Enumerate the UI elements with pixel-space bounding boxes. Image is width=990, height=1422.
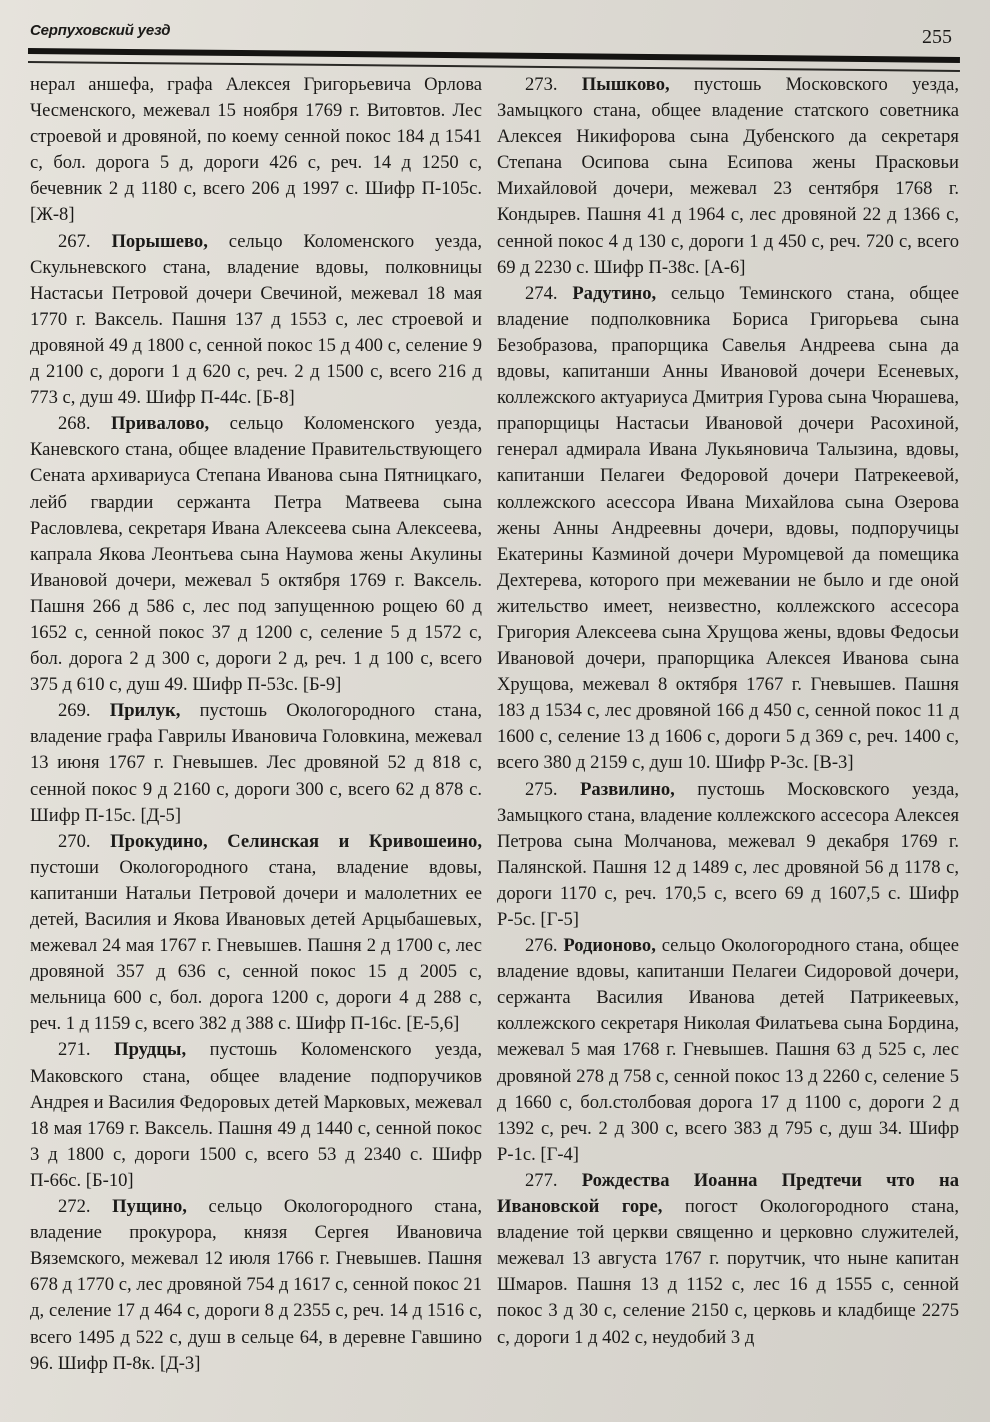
- entry-277: [497, 1168, 959, 1351]
- entry-273: [497, 72, 959, 281]
- entry-text: погост Окологородного стана, владение той церкви священно и церковно служителей, межевал 13 августа 1767 г. порутчик, что ныне капитан Шмаров. Пашня 13 д 1152 с, лес 16 д 1555 с, сенной покос 3 д 30 с, селение 2150 с, церковь и кладбище 2275 с, дороги 1 д 402 с, неудобий 3 д: [497, 1196, 959, 1348]
- entry-274: [497, 281, 959, 777]
- entry-number: 268.: [58, 413, 91, 435]
- entry-272: [30, 1194, 482, 1377]
- entry-text: сельцо Окологородного стана, владение прокурора, князя Сергея Ивановича Вяземского, межевал 12 июля 1766 г. Гневышев. Пашня 678 д 1770 с, лес дровяной 754 д 1617 с, сенной покос 21 д, селение 17 д 464 с, дороги 8 д 2355 с, реч. 14 д 1516 с, всего 1495 д 522 с, душ в сельце 64, в деревне Гавшино 96. Шифр П-8к. [Д-3]: [30, 1196, 482, 1374]
- entry-text: пустошь Московского уезда, Замыцкого стана, общее владение статского советника Алексея Никифорова сына Дубенского да секретаря Степана Осипова сына Есипова жены Прасковьи Михайловой дочери, межевал 23 сентября 1768 г. Кондырев. Пашня 41 д 1964 с, лес дровяной 22 д 1366 с, сенной покос 4 д 130 с, дороги 1 д 450 с, реч. 720 с, всего 69 д 2230 с. Шифр П-38с. [А-6]: [497, 74, 959, 278]
- entry-269: [30, 698, 482, 828]
- entry-number: 275.: [525, 778, 558, 800]
- entry-name: Прудцы,: [114, 1039, 187, 1061]
- entry-number: 274.: [525, 282, 558, 304]
- entry-267: [30, 229, 482, 412]
- entry-number: 270.: [58, 830, 91, 852]
- entry-name: Радутино,: [572, 282, 657, 304]
- entry-275: [497, 777, 959, 934]
- entry-number: 269.: [58, 700, 91, 722]
- header-rule-thin: [28, 61, 960, 71]
- entry-number: 277.: [525, 1169, 558, 1191]
- entry-name: Развилино,: [580, 778, 675, 800]
- entry-268: [30, 411, 482, 698]
- entry-number: 273.: [525, 74, 558, 95]
- entry-270: [30, 829, 482, 1038]
- entry-271: [30, 1037, 482, 1194]
- entry-text: сельцо Окологородного стана, общее владение вдовы, капитанши Пелагеи Сидоровой дочери, сержанта Василия Иванова детей Патрикеевых, коллежского секретаря Николая Филатьева сына Бордина, межевал 5 мая 1768 г. Гневышев. Пашня 63 д 525 с, лес дровяной 278 д 758 с, сенной покос 13 д 2260 с, селение 5 д 1660 с, бол.столбовая дорога 17 д 1100 с, дороги 2 д 1392 с, реч. 2 д 300 с, всего 383 д 795 с, душ 34. Шифр Р-1с. [Г-4]: [497, 935, 959, 1165]
- entry-text: нерал аншефа, графа Алексея Григорьевича Орлова Чесменского, межевал 15 ноября 1769 г. Витовтов. Лес строевой и дровяной, по коему сенной покос 184 д 1541 с, бол. дорога 5 д, дороги 426 с, реч. 14 д 1250 с, бечевник 2 д 1180 с, всего 206 д 1997 с. Шифр П-105с. [Ж-8]: [30, 74, 482, 226]
- entry-name: Пышково,: [581, 74, 670, 95]
- entry-text: пустошь Московского уезда, Замыцкого стана, владение коллежского ассесора Алексея Петрова сына Молчанова, межевал 9 декабря 1769 г. Палянской. Пашня 12 д 1489 с, лес дровяной 56 д 1178 с, дороги 1170 с, реч. 170,5 с, всего 69 д 1607,5 с. Шифр Р-5с. [Г-5]: [497, 778, 959, 930]
- entry-name: Прилук,: [109, 700, 181, 722]
- entry-name: Прокудино, Селинская и Кривошеино,: [110, 830, 482, 852]
- page-number: 255: [922, 26, 952, 48]
- entry-number: 267.: [58, 230, 91, 252]
- entry-276: [497, 933, 959, 1168]
- entry-number: 276.: [525, 935, 558, 957]
- entry-text: сельцо Коломенского уезда, Скульневского стана, владение вдовы, полковницы Настасьи Петровой дочери Свечиной, межевал 18 мая 1770 г. Ваксель. Пашня 137 д 1553 с, лес строевой и дровяной 49 д 1800 с, сенной покос 15 д 400 с, селение 9 д 2100 с, дороги 1 д 620 с, реч. 2 д 1500 с, всего 216 д 773 с, душ 49. Шифр П-44с. [Б-8]: [30, 230, 482, 409]
- entry-name: Рождества Иоанна Предтечи что на Ивановской горе,: [497, 1169, 959, 1218]
- entry-text: сельцо Коломенского уезда, Каневского стана, общее владение Правительствующего Сената архивариуса Степана Иванова сына Пятницкаго, лейб гвардии сержанта Петра Матвеева сына Расловлева, секретаря Ивана Алексеева сына Алексеева, капрала Якова Леонтьева сына Наумова жены Акулины Ивановой дочери, межевал 5 октября 1769 г. Ваксель. Пашня 266 д 586 с, лес под запущенною рощею 60 д 1652 с, сенной покос 37 д 1200 с, селение 5 д 1572 с, бол. дорога 2 д 300 с, дороги 2 д, реч. 1 д 100 с, всего 375 д 610 с, душ 49. Шифр П-53с. [Б-9]: [30, 413, 482, 696]
- entry-text: пустоши Окологородного стана, владение вдовы, капитанши Натальи Петровой дочери и малолетних ее детей, Василия и Якова Ивановых детей Арцыбашевых, межевал 24 мая 1767 г. Гневышев. Пашня 2 д 1700 с, лес дровяной 357 д 636 с, сенной покос 15 д 2005 с, мельница 600 с, бол. дорога 1200 с, дороги 4 д 288 с, реч. 1 д 1159 с, всего 382 д 388 с. Шифр П-16с. [Е-5,6]: [30, 856, 482, 1035]
- entry-name: Порышево,: [111, 230, 208, 252]
- entry-number: 271.: [58, 1039, 91, 1061]
- running-header-title: Серпуховский уезд: [30, 22, 171, 39]
- entry-number: 272.: [58, 1196, 91, 1218]
- right-column: [497, 72, 959, 1351]
- entry-name: Пущино,: [112, 1196, 187, 1218]
- header-rule-thick: [28, 48, 960, 63]
- entry-name: Привалово,: [111, 413, 210, 435]
- entry-continuation: [30, 72, 482, 229]
- left-column: [30, 72, 482, 1377]
- entry-text: пустошь Окологородного стана, владение графа Гаврилы Ивановича Головкина, межевал 13 июня 1767 г. Гневышев. Лес дровяной 52 д 818 с, сенной покос 9 д 2160 с, дороги 300 с, всего 62 д 878 с. Шифр П-15с. [Д-5]: [30, 700, 482, 826]
- entry-text: пустошь Коломенского уезда, Маковского стана, общее владение подпоручиков Андрея и Василия Федоровых детей Марковых, межевал 18 мая 1769 г. Ваксель. Пашня 49 д 1440 с, сенной покос 3 д 1800 с, дороги 1500 с, всего 53 д 2340 с. Шифр П-66с. [Б-10]: [30, 1039, 482, 1191]
- entry-text: сельцо Теминского стана, общее владение подполковника Бориса Григорьева сына Безобразова, прапорщика Савелья Андреева сына да вдовы, капитанши Анны Ивановой дочери Есеневых, коллежского актуариуса Дмитрия Гурова сына Чюрашева, прапорщицы Настасьи Ивановой дочери Расохиной, генерал адмирала Ивана Лукьяновича Талызина, вдовы, капитанши Пелагеи Федоровой дочери Патрекеевой, коллежского асессора Ивана Михайлова сына Озерова жены Анны Андреевны дочери, вдовы, подпоручицы Екатерины Казминой дочери Муромцевой да помещика Дехтерева, которого при межевании не было и где оной жительство имеет, неизвестно, коллежского ассесора Григория Алексеева сына Хрущова жены, вдовы Федосьи Ивановой дочери, прапорщика Алексея Иванова сына Хрущова, межевал 8 октября 1767 г. Гневышев. Пашня 183 д 1534 с, лес дровяной 166 д 450 с, сенной покос 11 д 1600 с, селение 13 д 1606 с, дороги 5 д 369 с, реч. 1400 с, всего 380 д 2159 с, душ 10. Шифр Р-3с. [В-3]: [497, 282, 959, 774]
- entry-name: Родионово,: [563, 935, 656, 957]
